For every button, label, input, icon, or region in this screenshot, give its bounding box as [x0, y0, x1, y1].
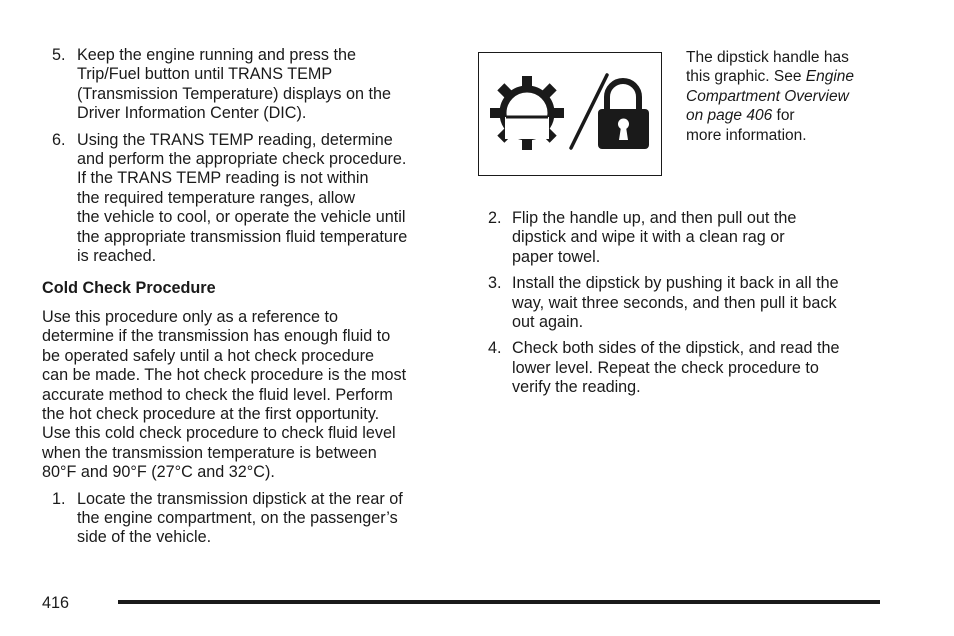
page-number: 416: [42, 594, 70, 612]
step-text: Keep the engine running and press the Trip/Fuel button until TRANS TEMP (Transmission Temperature) displays on the Driver Information Center (DIC).: [77, 46, 391, 123]
section-heading: Cold Check Procedure: [42, 279, 216, 298]
graphic-caption: [686, 48, 896, 145]
step-number: 3.: [488, 274, 502, 293]
gear-lock-icon: [479, 53, 660, 174]
dipstick-graphic: [478, 52, 662, 176]
left-column: [42, 46, 446, 555]
gear-icon: [490, 76, 564, 150]
step-2: [478, 209, 888, 267]
step-text: Check both sides of the dipstick, and read the lower level. Repeat the check procedure to verify the reading.: [512, 339, 840, 397]
footer-rule: [118, 600, 880, 604]
step-text: Locate the transmission dipstick at the rear of the engine compartment, on the passenger’s side of the vehicle.: [77, 489, 403, 547]
step-number: 5.: [52, 46, 66, 64]
step-1: [42, 490, 446, 548]
step-number: 6.: [52, 130, 66, 149]
right-steps: [478, 209, 888, 405]
caption-reference-link[interactable]: Engine Compartment Overview on page 406: [686, 68, 855, 125]
caption-text-end: for more information.: [686, 107, 807, 144]
step-3: [478, 274, 888, 332]
step-text: Flip the handle up, and then pull out the dipstick and wipe it with a clean rag or paper towel.: [512, 209, 797, 266]
step-text: Using the TRANS TEMP reading, determine and perform the appropriate check procedure. If the TRANS TEMP reading is not within the required temperature ranges, allow the vehicle to cool, or operate the vehicle until the appropriate transmission fluid temperature is reached.: [77, 130, 408, 266]
step-text: Install the dipstick by pushing it back in all the way, wait three seconds, and then pull it back out again.: [512, 274, 839, 332]
lock-icon: [598, 81, 649, 149]
step-number: 2.: [488, 209, 502, 227]
step-4: [478, 339, 888, 397]
cold-check-paragraph: Use this procedure only as a reference to determine if the transmission has enough fluid to be operated safely until a hot check procedure can be made. The hot check procedure is the most accurate method to check the fluid level. Perform the hot check procedure at the first opportunity. Use this cold check procedure to check fluid level when the transmission temperature is between 80°F and 90°F (27°C and 32°C).: [42, 307, 407, 482]
step-6: [42, 131, 446, 267]
step-number: 1.: [52, 489, 66, 508]
step-5: [42, 46, 446, 124]
step-number: 4.: [488, 339, 502, 358]
caption-text: The dipstick handle has this graphic. See: [686, 49, 849, 86]
